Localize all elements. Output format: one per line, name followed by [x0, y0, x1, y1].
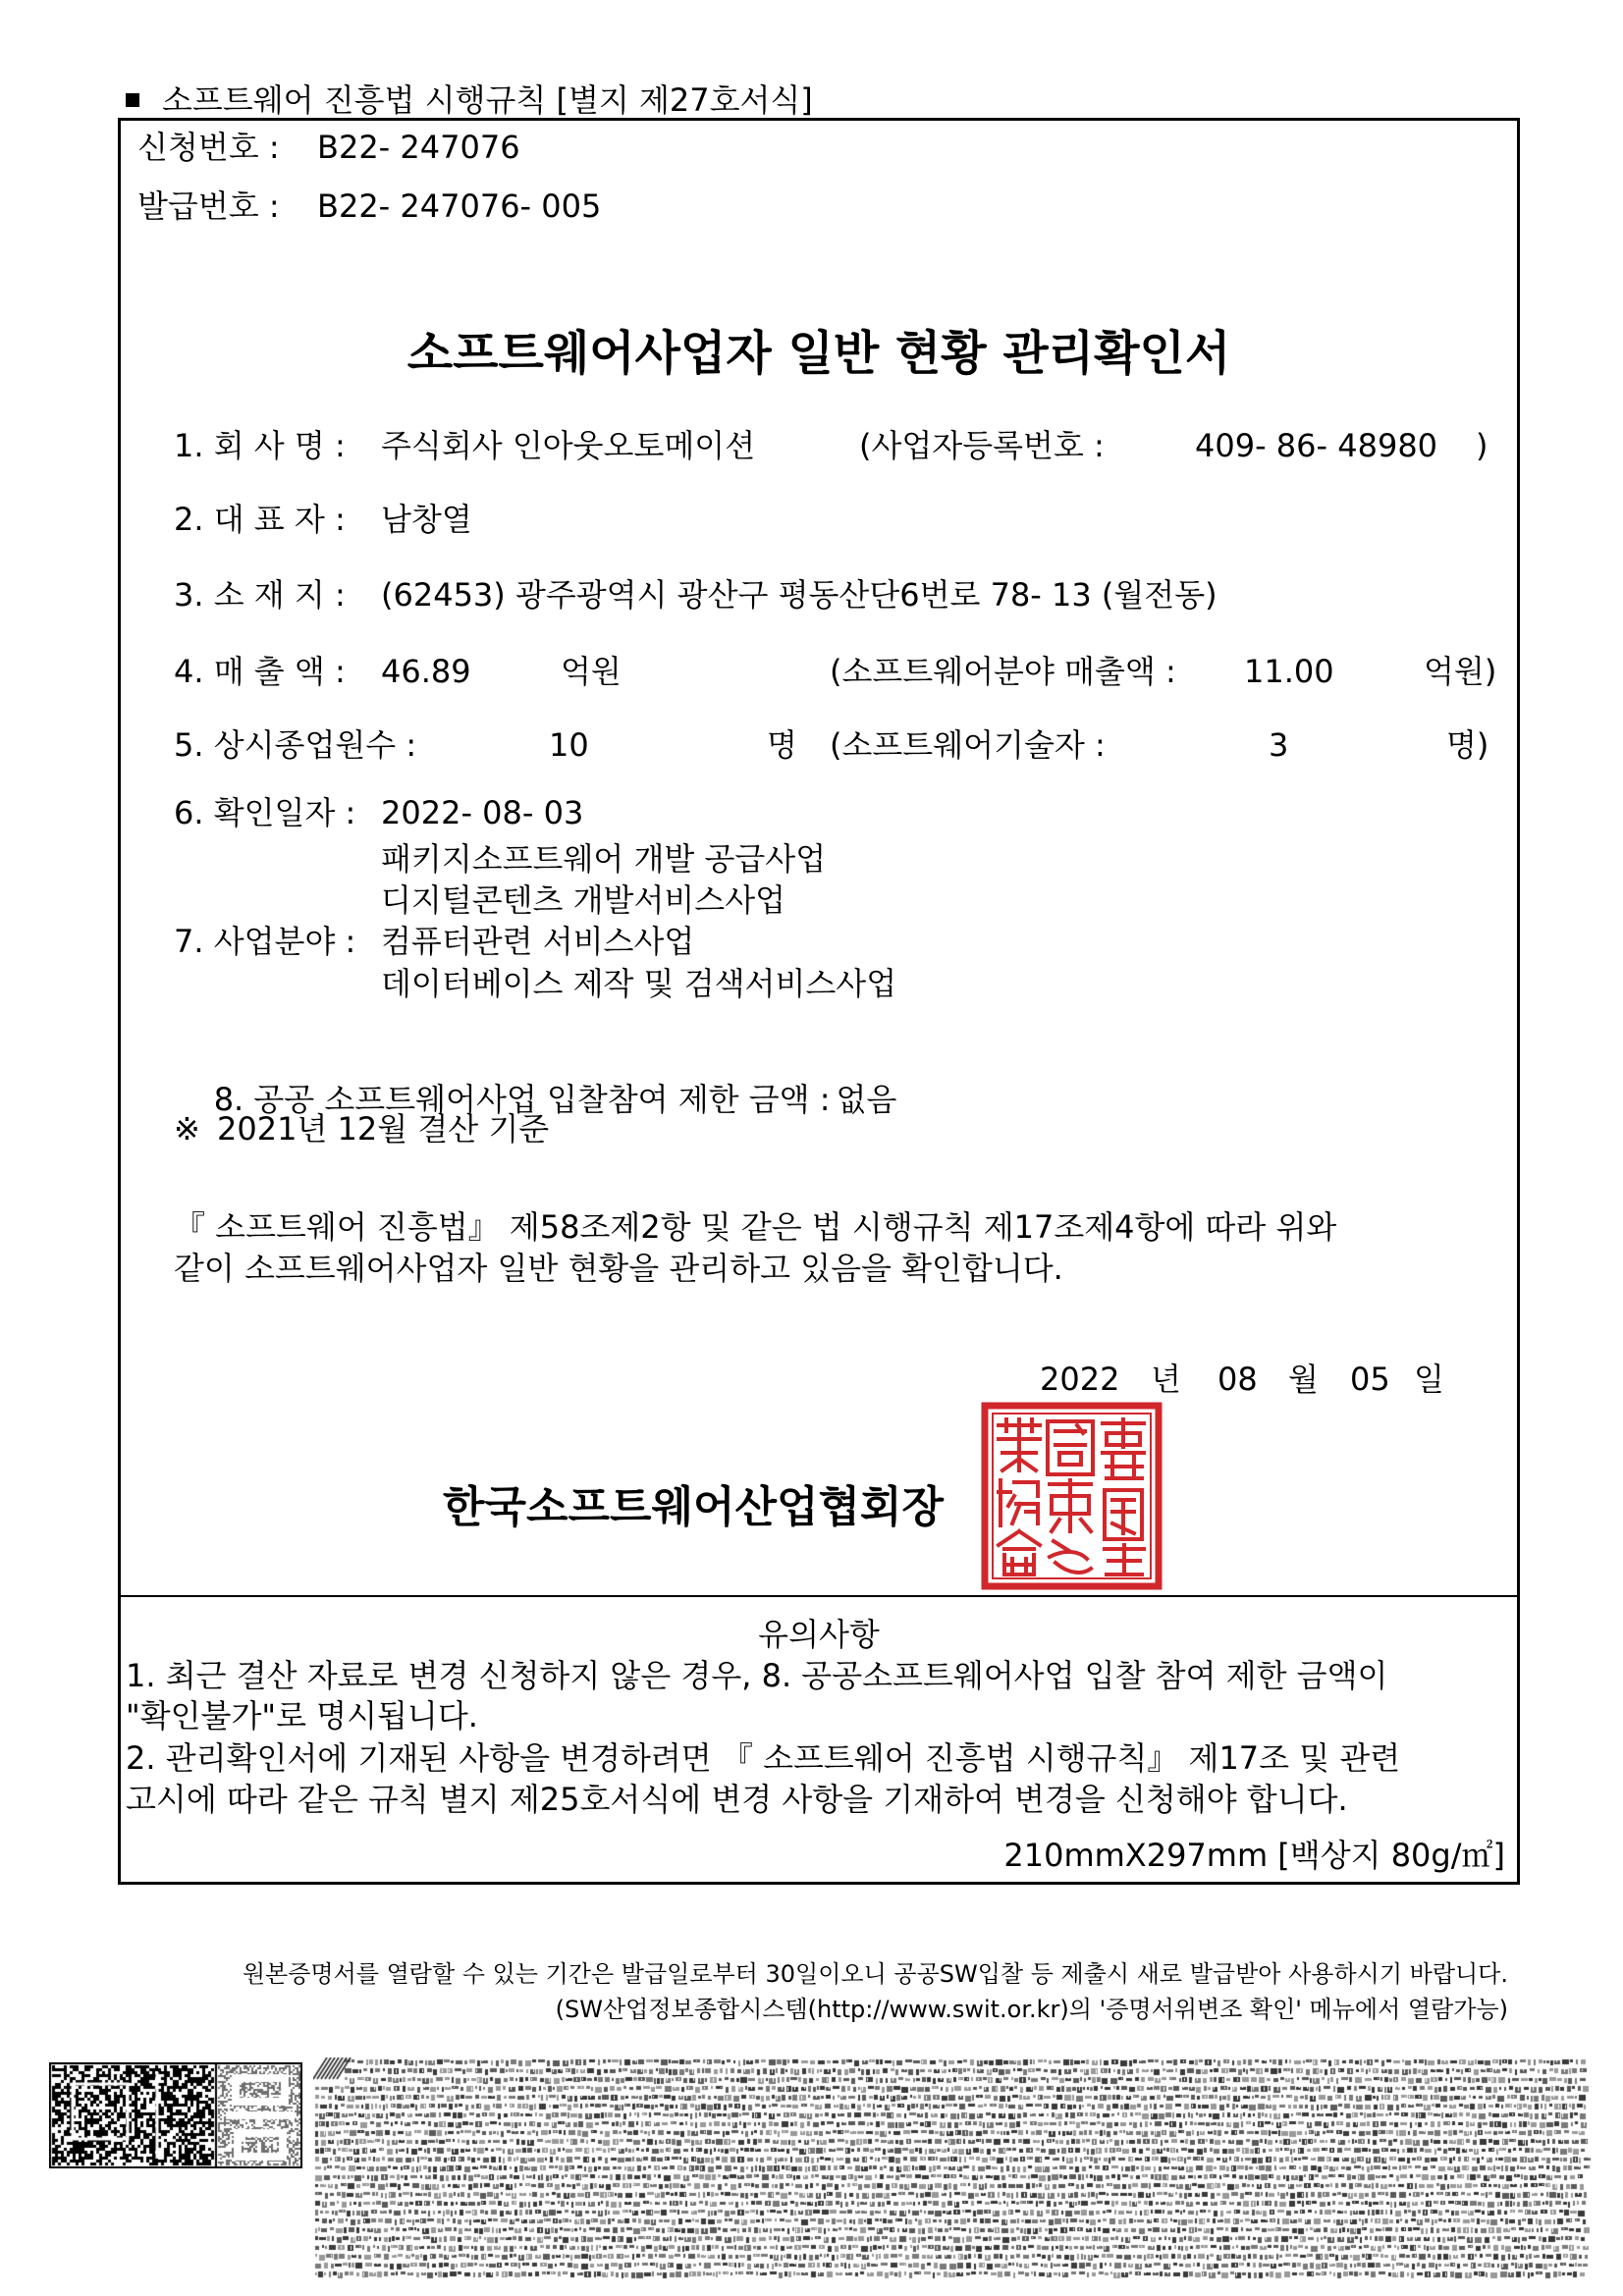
issue-number-label: 발급번호 : — [137, 187, 280, 225]
company-label: 1. 회 사 명 : — [174, 427, 346, 464]
representative-value: 남창열 — [381, 501, 472, 538]
business-field-item: 컴퓨터관련 서비스사업 — [381, 923, 695, 960]
issue-number-value: B22- 247076- 005 — [317, 187, 602, 225]
issue-day: 05 — [1350, 1361, 1390, 1398]
revenue-label: 4. 매 출 액 : — [174, 653, 346, 690]
notice-line: "확인불가"로 명시됩니다. — [126, 1697, 478, 1735]
reference-mark: ※ — [174, 1110, 200, 1148]
statement-line: 같이 소프트웨어사업자 일반 현황을 관리하고 있음을 확인합니다. — [174, 1250, 1063, 1287]
business-registration-label: (사업자등록번호 : — [859, 427, 1105, 464]
sw-revenue-unit: 억원) — [1424, 653, 1497, 690]
paper-spec: 210mmX297mm [백상지 80g/㎡] — [1003, 1837, 1505, 1874]
confirm-date-label: 6. 확인일자 : — [174, 794, 356, 831]
statement-line: 『 소프트웨어 진흥법』 제58조제2항 및 같은 법 시행규칙 제17조제4항에 따라 위와 — [174, 1208, 1337, 1246]
address-value: (62453) 광주광역시 광산구 평동산단6번로 78- 13 (월전동) — [381, 576, 1217, 614]
address-label: 3. 소 재 지 : — [174, 576, 346, 614]
issue-month-unit: 월 — [1288, 1361, 1319, 1398]
revenue-value: 46.89 — [381, 653, 471, 690]
footer-line: 원본증명서를 열람할 수 있는 기간은 발급일로부터 30일이오니 공공SW입찰 등 제출시 새로 발급받아 사용하시기 바랍니다. — [242, 1960, 1508, 1988]
issue-year: 2022 — [1040, 1361, 1120, 1398]
company-value: 주식회사 인아웃오토메이션 — [381, 427, 756, 464]
footer-line: (SW산업정보종합시스템(http://www.swit.or.kr)의 '증명서위변조 확인' 메뉴에서 열람가능) — [555, 1996, 1508, 2023]
employees-unit: 명 — [767, 726, 797, 764]
sw-engineers-unit: 명) — [1446, 726, 1489, 764]
employees-value: 10 — [549, 726, 589, 764]
confirm-date-value: 2022- 08- 03 — [381, 794, 584, 831]
issue-year-unit: 년 — [1151, 1361, 1181, 1398]
application-number-label: 신청번호 : — [137, 129, 280, 166]
issue-day-unit: 일 — [1414, 1361, 1444, 1398]
business-registration-close: ) — [1476, 427, 1488, 464]
square-bullet-icon — [126, 93, 139, 107]
security-microtext-pattern — [313, 2057, 1594, 2279]
sw-revenue-value: 11.00 — [1244, 653, 1334, 690]
sw-revenue-label: (소프트웨어분야 매출액 : — [830, 653, 1176, 690]
notice-line: 고시에 따라 같은 규칙 별지 제25호서식에 변경 사항을 기재하여 변경을 신청해야 합니다. — [126, 1781, 1348, 1818]
business-field-item: 패키지소프트웨어 개발 공급사업 — [381, 840, 827, 878]
issue-month: 08 — [1217, 1361, 1258, 1398]
business-fields-label: 7. 사업분야 : — [174, 923, 356, 960]
official-seal — [981, 1402, 1163, 1590]
application-number-value: B22- 247076 — [317, 129, 520, 166]
business-field-item: 디지털콘텐츠 개발서비스사업 — [381, 881, 786, 919]
form-header: 소프트웨어 진흥법 시행규칙 [별지 제27호서식] — [162, 81, 813, 119]
bid-limit-label: 8. 공공 소프트웨어사업 입찰참여 제한 금액 : — [213, 1081, 831, 1119]
business-registration-value: 409- 86- 48980 — [1195, 427, 1438, 464]
bid-limit-value: 없음 — [836, 1081, 897, 1119]
employees-label: 5. 상시종업원수 : — [174, 726, 417, 764]
section-divider — [118, 1595, 1520, 1597]
barcode-2d — [49, 2062, 302, 2168]
notice-heading: 유의사항 — [758, 1616, 880, 1653]
issuer-name: 한국소프트웨어산업협회장 — [443, 1482, 945, 1532]
business-field-item: 데이터베이스 제작 및 검색서비스사업 — [381, 965, 897, 1002]
sw-engineers-label: (소프트웨어기술자 : — [830, 726, 1106, 764]
notice-line: 2. 관리확인서에 기재된 사항을 변경하려면 『 소프트웨어 진흥법 시행규칙』 제17조 및 관련 — [126, 1739, 1401, 1777]
revenue-unit: 억원 — [561, 653, 622, 690]
sw-engineers-value: 3 — [1269, 726, 1289, 764]
notice-line: 1. 최근 결산 자료로 변경 신청하지 않은 경우, 8. 공공소프트웨어사업 입찰 참여 제한 금액이 — [126, 1657, 1388, 1694]
document-title: 소프트웨어사업자 일반 현황 관리확인서 — [406, 326, 1231, 381]
basis-note: 2021년 12월 결산 기준 — [217, 1110, 550, 1148]
representative-label: 2. 대 표 자 : — [174, 501, 346, 538]
